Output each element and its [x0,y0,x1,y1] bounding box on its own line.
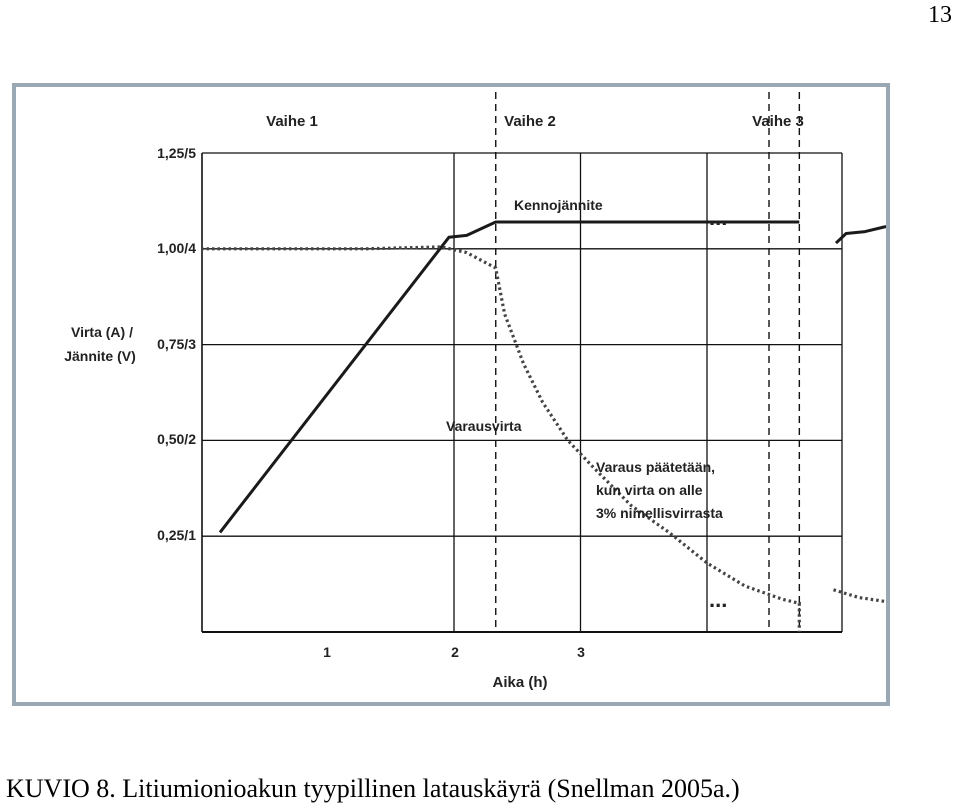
y-tick-label: 0,50/2 [157,431,196,447]
current-gap-ellipsis: ... [709,587,728,612]
y-tick-label: 0,75/3 [157,336,196,352]
voltage-series-label: Kennojännite [514,197,603,213]
y-axis-label-line1: Virta (A) / [71,324,133,340]
current-series-label: Varausvirta [446,418,522,434]
phase-dividers [496,92,800,632]
termination-note-line1: Varaus päätetään, [596,459,716,475]
y-tick-label: 1,25/5 [157,145,196,161]
x-tick-label: 2 [451,644,459,660]
x-tick-label: 1 [323,644,331,660]
phase-label-1: Vaihe 1 [266,113,318,130]
voltage-series-line-segment [836,223,886,243]
chart-grid [202,153,842,632]
termination-note-line2: kun virta on alle [596,482,703,498]
phase-label-2: Vaihe 2 [504,113,556,130]
voltage-series-line-segment [220,222,799,532]
termination-note-line3: 3% nimellisvirrasta [596,505,723,521]
x-axis-label: Aika (h) [492,674,548,691]
y-axis-label-line2: Jännite (V) [64,348,136,364]
voltage-gap-ellipsis: ... [709,205,728,230]
page-number: 13 [928,2,952,28]
y-tick-label: 1,00/4 [157,240,196,256]
figure-frame [12,83,890,706]
charging-curve-chart [16,87,886,702]
x-tick-label: 3 [577,644,585,660]
figure-caption: KUVIO 8. Litiumionioakun tyypillinen latauskäyrä (Snellman 2005a.) [6,774,740,803]
phase-label-3: Vaihe 3 [752,113,804,130]
y-tick-label: 0,25/1 [157,527,196,543]
series-layer [201,222,886,632]
